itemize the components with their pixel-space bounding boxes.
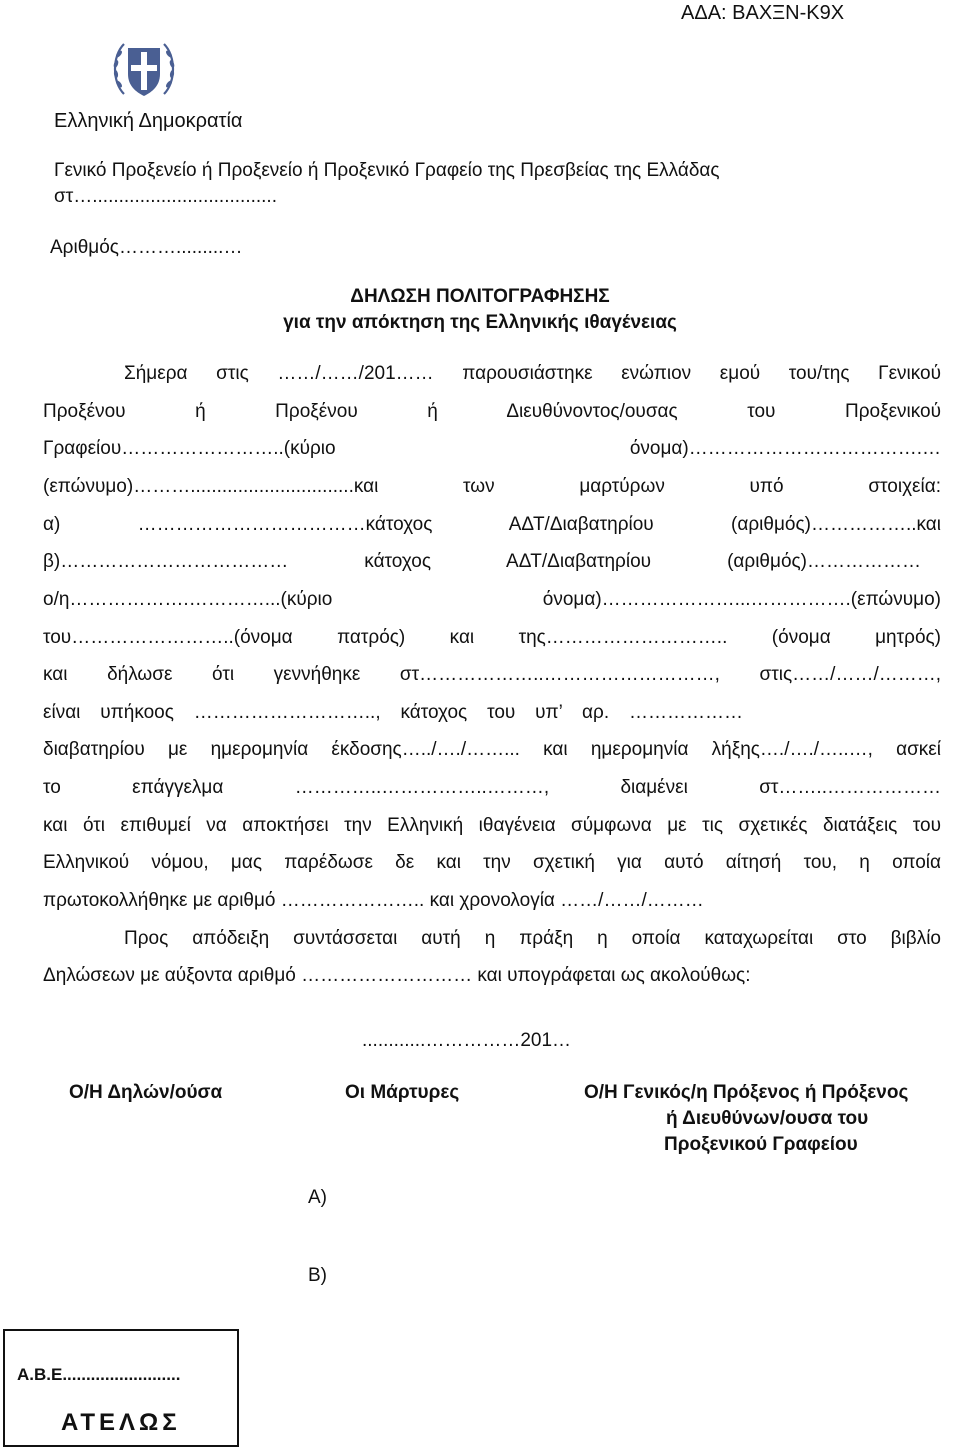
body-line: είναι υπήκοος ……………………….., κάτοχος του υπ’ αρ. ……………… [43,702,743,723]
fee-stamp-box [3,1329,239,1447]
body-line: Προξένου ή Προξένου ή Διευθύνοντος/ουσας του Προξενικού [43,401,941,422]
consul-signature-label: Προξενικού Γραφείου [664,1134,858,1155]
document-number: Αριθμός……….........… [50,237,243,258]
body-line: πρωτοκολλήθηκε με αριθμό ………………….. και χρονολογία ……/……/……… [43,890,704,911]
witness-b-label: Β) [308,1265,327,1286]
body-line: ο/η……………….…………...(κύριο όνομα)…………………...…………….(επώνυμο) [43,589,941,610]
document-subtitle: για την απόκτηση της Ελληνικής ιθαγένειας [283,312,677,333]
consul-signature-label: Ο/Η Γενικός/η Πρόξενος ή Πρόξενος [584,1082,909,1103]
body-line: β)……………………………… κάτοχος ΑΔΤ/Διαβατηρίου (αριθμός)……………… [43,551,921,572]
declarant-signature-label: Ο/Η Δηλών/ούσα [69,1082,223,1103]
witnesses-signature-label: Οι Μάρτυρες [345,1082,460,1103]
body-line: Γραφείου……………………..(κύριο όνομα)……………………………….… [43,438,941,459]
document-title: ΔΗΛΩΣΗ ΠΟΛΙΤΟΓΡΑΦΗΣΗΣ [350,286,610,307]
stamp-exempt-label: ΑΤΕΛΩΣ [61,1409,181,1436]
body-line: και δήλωσε ότι γεννήθηκε στ………………..………………………, στις……/……/………, [43,664,941,685]
stamp-code: Α.Β.Ε......................... [17,1365,181,1384]
consulate-line: Γενικό Προξενείο ή Προξενείο ή Προξενικό Γραφείο της Πρεσβείας της Ελλάδας [54,160,720,181]
body-line: του……………………..(όνομα πατρός) και της……………………….. (όνομα μητρός) [43,627,941,648]
ada-code: ΑΔΑ: ΒΑΧΞΝ-Κ9Χ [681,2,845,24]
witness-a-label: Α) [308,1187,327,1208]
body-line: και ότι επιθυμεί να αποκτήσει την Ελληνική ιθαγένεια σύμφωνα με τις σχετικές διατάξεις του [43,815,941,836]
body-line: το επάγγελμα …………..……………..………, διαμένει στ……..……………… [43,777,941,798]
consulate-location: στ…................................... [54,186,277,207]
closing-line: Δηλώσεων με αύξοντα αριθμό ……………………… και υπογράφεται ως ακολούθως: [43,965,751,986]
body-line: (επώνυμο)………...............................και των μαρτύρων υπό στοιχεία: [43,476,941,497]
body-line: Σήμερα στις ……/……/201…… παρουσιάστηκε ενώπιον εμού του/της Γενικού [124,363,941,384]
republic-name: Ελληνική Δημοκρατία [54,110,243,132]
signature-date: ............……………201… [362,1030,572,1051]
body-line: α) ………………………………κάτοχος ΑΔΤ/Διαβατηρίου (αριθμός)……………..και [43,514,941,535]
closing-line: Προς απόδειξη συντάσσεται αυτή η πράξη η οποία καταχωρείται στο βιβλίο [124,928,941,949]
greek-coat-of-arms-icon [108,34,180,106]
consul-signature-label: ή Διευθύνων/ουσα του [666,1108,869,1129]
body-line: διαβατηρίου με ημερομηνία έκδοσης…../…./……... και ημερομηνία λήξης…./…./…..…, ασκεί [43,739,941,760]
body-line: Ελληνικού νόμου, μας παρέδωσε δε και την σχετική για αυτό αίτησή του, η οποία [43,852,941,873]
